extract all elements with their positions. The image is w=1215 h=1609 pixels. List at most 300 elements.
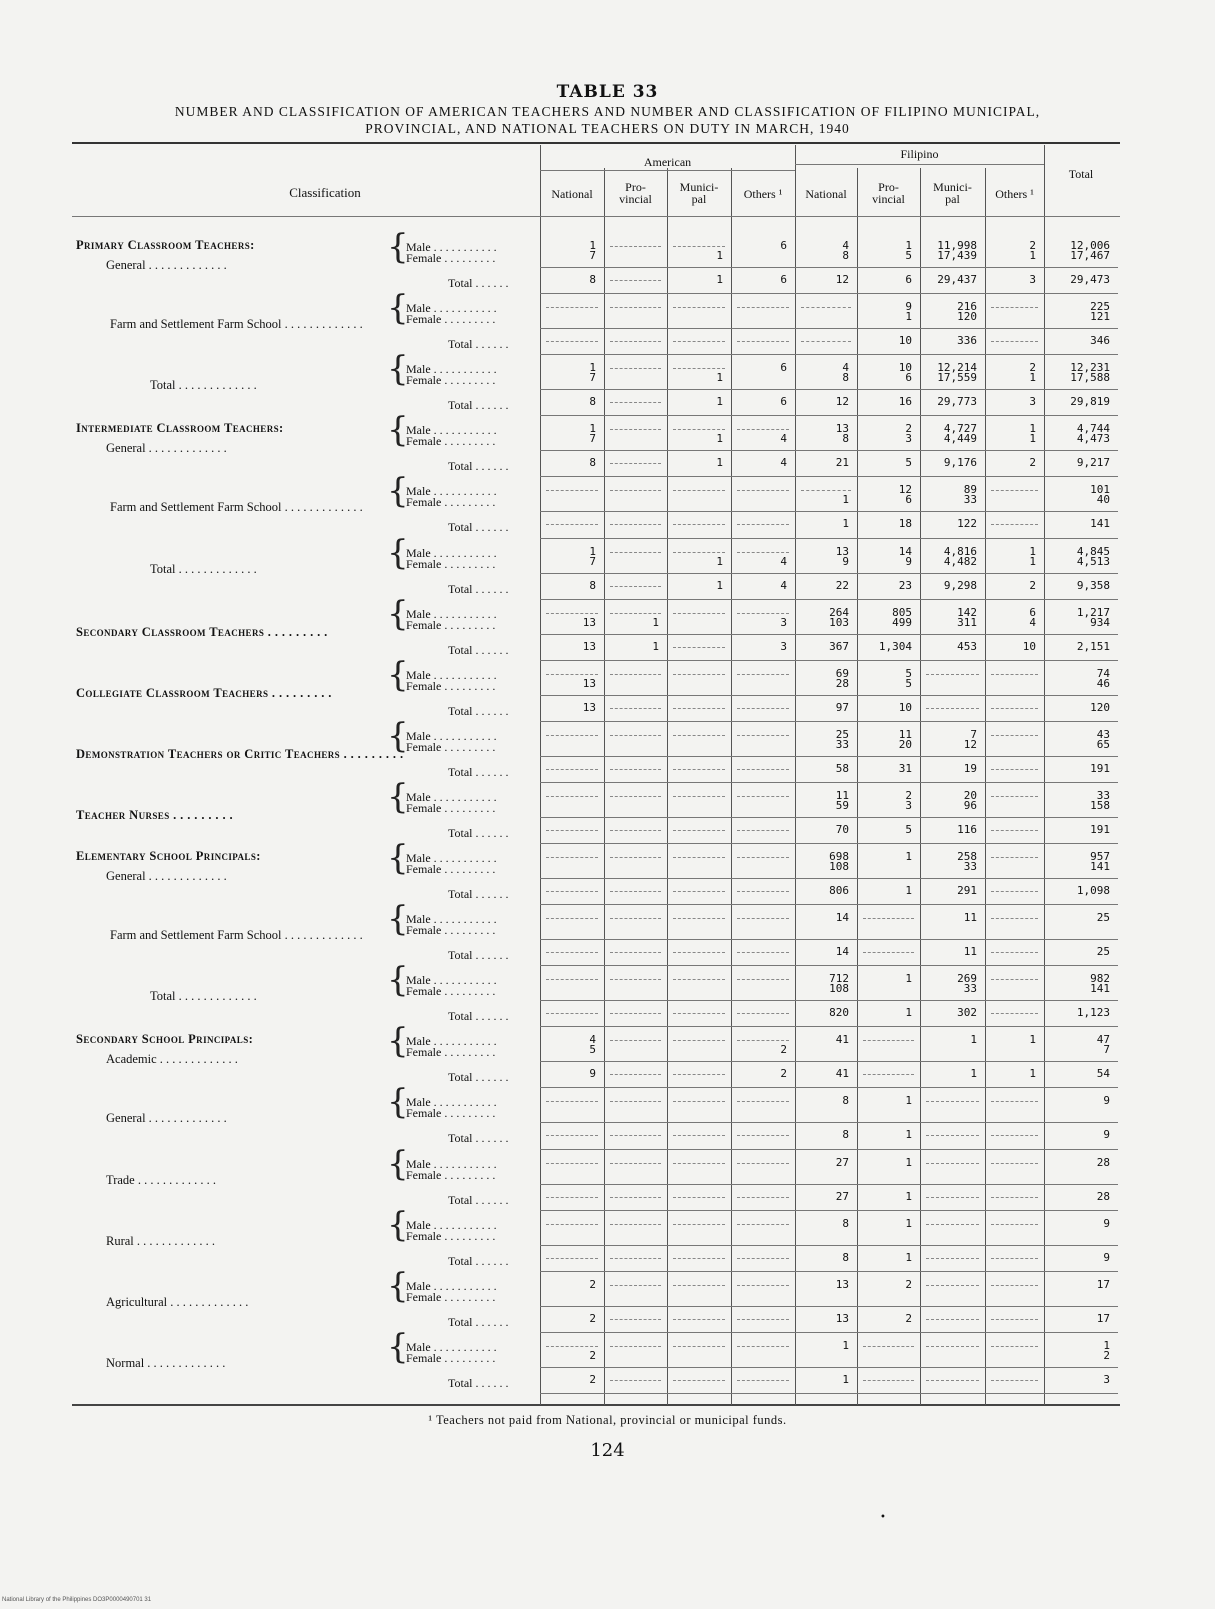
cell-fil-national-male: 14 xyxy=(835,911,849,925)
empty-cell-am-provincial xyxy=(610,341,661,342)
cell-am-municipal-total: 1 xyxy=(716,273,723,286)
cell-fil-municipal-total: 302 xyxy=(957,1006,977,1020)
empty-cell-am-municipal xyxy=(673,1074,725,1075)
row-rule xyxy=(540,695,1118,696)
brace: { xyxy=(387,593,409,634)
empty-cell-fil-national xyxy=(801,307,851,308)
empty-cell-am-municipal xyxy=(673,490,725,491)
cell-fil-municipal-female: 33 xyxy=(963,982,977,996)
empty-cell-fil-others xyxy=(991,524,1038,525)
cell-am-national-male: 1 xyxy=(589,544,596,558)
cell-fil-others-male: 1 xyxy=(1029,1033,1036,1047)
empty-cell-am-provincial xyxy=(610,891,661,892)
category-label: Secondary Classroom Teachers . . . . . . . . . xyxy=(76,624,328,639)
filipino-header: Filipino xyxy=(900,147,939,161)
cell-am-national-female: 7 xyxy=(589,554,596,568)
empty-cell-am-municipal xyxy=(673,708,725,709)
row-rule xyxy=(540,389,1118,390)
empty-cell-fil-municipal xyxy=(926,1319,979,1320)
female-label: Female . . . . . . . . . xyxy=(406,1228,496,1243)
cell-fil-national-male: 8 xyxy=(842,1094,849,1108)
empty-cell-am-provincial xyxy=(610,429,661,430)
cell-fil-provincial-female: 6 xyxy=(905,493,912,507)
empty-cell-fil-others xyxy=(991,1135,1038,1136)
total-label: Total . . . . . . xyxy=(448,337,509,352)
empty-cell-am-municipal xyxy=(673,1319,725,1320)
cell-am-national-female: 7 xyxy=(589,249,596,262)
cell-am-national-male: 1 xyxy=(589,422,596,436)
empty-cell-fil-provincial xyxy=(863,952,914,953)
empty-cell-am-provincial xyxy=(610,1319,661,1320)
cell-fil-municipal-female: 4,449 xyxy=(943,432,977,446)
cell-total-male: 17 xyxy=(1096,1277,1110,1291)
total-label: Total . . . . . . xyxy=(448,642,509,657)
cell-fil-national-male: 27 xyxy=(835,1155,849,1169)
cell-am-others-female: 4 xyxy=(780,432,787,446)
brace: { xyxy=(387,654,409,695)
sublabel: Farm and Settlement Farm School . . . . . . . . . . . . . xyxy=(110,500,363,515)
cell-am-municipal-total: 1 xyxy=(716,395,723,409)
empty-cell-am-provincial xyxy=(610,1074,661,1075)
empty-cell-fil-provincial xyxy=(863,1380,914,1381)
female-label: Female . . . . . . . . . xyxy=(406,312,496,327)
empty-cell-fil-others xyxy=(991,1258,1038,1259)
row-rule xyxy=(540,756,1118,757)
empty-cell-am-others xyxy=(737,613,789,614)
empty-cell-am-municipal xyxy=(673,1101,725,1102)
cell-fil-national-total: 820 xyxy=(829,1006,849,1020)
empty-cell-am-provincial xyxy=(610,708,661,709)
cell-am-national-total: 9 xyxy=(589,1067,596,1081)
sublabel: Rural . . . . . . . . . . . . . xyxy=(106,1233,216,1248)
cell-am-national-total: 13 xyxy=(582,700,596,714)
cell-fil-national-male: 25 xyxy=(835,727,849,741)
empty-cell-fil-others xyxy=(991,952,1038,953)
category-label: Primary Classroom Teachers: xyxy=(76,238,255,252)
cell-total-total: 9 xyxy=(1103,1128,1110,1142)
category-label: Intermediate Classroom Teachers: xyxy=(76,421,284,436)
empty-cell-am-provincial xyxy=(610,524,661,525)
male-label: Male . . . . . . . . . . . xyxy=(406,1339,497,1354)
cell-am-provincial-female: 1 xyxy=(652,615,659,629)
empty-cell-am-provincial xyxy=(610,1163,661,1164)
empty-cell-fil-others xyxy=(991,1013,1038,1014)
empty-cell-am-others xyxy=(737,979,789,980)
cell-fil-national-total: 1 xyxy=(842,517,849,531)
cell-fil-provincial-female: 1 xyxy=(905,310,912,324)
cell-fil-municipal-female: 17,559 xyxy=(937,371,977,385)
cell-am-national-male: 1 xyxy=(589,239,596,252)
cell-fil-municipal-female: 12 xyxy=(963,737,977,751)
cell-am-national-male: 2 xyxy=(589,1277,596,1291)
empty-cell-am-municipal xyxy=(673,1285,725,1286)
empty-cell-am-national xyxy=(546,1346,598,1347)
cell-total-male: 43 xyxy=(1096,727,1110,741)
empty-cell-fil-provincial xyxy=(863,1074,914,1075)
total-label: Total . . . . . . xyxy=(448,1131,509,1146)
cell-total-total: 346 xyxy=(1090,334,1110,348)
cell-fil-provincial-total: 1 xyxy=(905,1006,912,1020)
female-label: Female . . . . . . . . . xyxy=(406,434,496,449)
total-label: Total . . . . . . xyxy=(448,1009,509,1024)
header-bottom-rule xyxy=(72,216,1120,217)
empty-cell-am-provincial xyxy=(610,979,661,980)
cell-fil-others-total: 3 xyxy=(1029,273,1036,286)
empty-cell-am-provincial xyxy=(610,857,661,858)
empty-cell-fil-others xyxy=(991,1224,1038,1225)
female-label: Female . . . . . . . . . xyxy=(406,617,496,632)
category-label: Elementary School Principals: xyxy=(76,849,261,863)
empty-cell-am-others xyxy=(737,674,789,675)
total-label: Total . . . . . . xyxy=(448,276,509,290)
row-rule xyxy=(540,1245,1118,1246)
empty-cell-am-others xyxy=(737,735,789,736)
brace: { xyxy=(387,1082,409,1123)
total-label: Total . . . . . . xyxy=(448,825,509,840)
column-header-am-national: National xyxy=(551,187,593,201)
empty-cell-fil-others xyxy=(991,1319,1038,1320)
cell-fil-provincial-male: 9 xyxy=(905,300,912,314)
empty-cell-am-municipal xyxy=(673,307,725,308)
sublabel: General . . . . . . . . . . . . . xyxy=(106,869,227,883)
female-label: Female . . . . . . . . . xyxy=(406,495,496,510)
cell-fil-municipal-male: 89 xyxy=(963,483,977,497)
empty-cell-am-provincial xyxy=(610,796,661,797)
female-label: Female . . . . . . . . . xyxy=(406,1350,496,1365)
empty-cell-am-others xyxy=(737,524,789,525)
male-label: Male . . . . . . . . . . . xyxy=(406,1217,497,1232)
empty-cell-am-provincial xyxy=(610,1258,661,1259)
empty-cell-fil-others xyxy=(991,830,1038,831)
cell-fil-national-female: 8 xyxy=(842,371,849,385)
male-label: Male . . . . . . . . . . . xyxy=(406,362,497,377)
cell-total-male: 12,231 xyxy=(1070,361,1110,375)
empty-cell-am-municipal xyxy=(673,552,725,553)
block-rule xyxy=(540,1149,1118,1150)
empty-cell-am-municipal xyxy=(673,368,725,369)
sublabel: General . . . . . . . . . . . . . xyxy=(106,258,227,272)
cell-fil-provincial-female: 3 xyxy=(905,432,912,446)
female-label: Female . . . . . . . . . xyxy=(406,1045,496,1060)
cell-fil-provincial-female: 5 xyxy=(905,249,912,262)
scan-credit: National Library of the Philippines DO3P0000490701 31 xyxy=(2,1597,152,1603)
empty-cell-am-municipal xyxy=(673,429,725,430)
cell-total-female: 4,513 xyxy=(1076,554,1110,568)
empty-cell-am-provincial xyxy=(610,586,661,587)
empty-cell-am-provincial xyxy=(610,613,661,614)
cell-fil-municipal-total: 291 xyxy=(957,884,977,897)
brace: { xyxy=(387,410,409,451)
row-rule xyxy=(540,817,1118,818)
cell-fil-provincial-total: 2 xyxy=(905,1311,912,1325)
column-rule xyxy=(1044,145,1045,1405)
cell-total-male: 1,217 xyxy=(1076,605,1110,619)
cell-total-total: 28 xyxy=(1096,1189,1110,1203)
empty-cell-am-municipal xyxy=(673,524,725,525)
row-rule xyxy=(540,450,1118,451)
row-rule xyxy=(540,511,1118,512)
empty-cell-am-municipal xyxy=(673,1135,725,1136)
empty-cell-am-national xyxy=(546,1197,598,1198)
empty-cell-fil-provincial xyxy=(863,1040,914,1041)
empty-cell-am-municipal xyxy=(673,674,725,675)
cell-fil-national-male: 13 xyxy=(835,422,849,436)
block-rule xyxy=(540,1332,1118,1333)
empty-cell-am-municipal xyxy=(673,1013,725,1014)
cell-am-national-total: 8 xyxy=(589,395,596,409)
male-label: Male . . . . . . . . . . . xyxy=(406,1034,497,1049)
cell-fil-provincial-male: 1 xyxy=(905,1094,912,1108)
empty-cell-am-others xyxy=(737,918,789,919)
cell-fil-national-total: 8 xyxy=(842,1250,849,1264)
cell-fil-municipal-female: 96 xyxy=(963,798,977,812)
cell-fil-municipal-female: 33 xyxy=(963,493,977,507)
cell-total-total: 29,473 xyxy=(1070,273,1110,286)
row-rule xyxy=(540,1367,1118,1368)
empty-cell-am-others xyxy=(737,1101,789,1102)
male-label: Male . . . . . . . . . . . xyxy=(406,728,497,743)
cell-fil-provincial-total: 5 xyxy=(905,456,912,470)
cell-total-total: 29,819 xyxy=(1070,395,1110,409)
column-header-am-municipal: Munici- pal xyxy=(679,180,719,206)
table-subtitle-line1: NUMBER AND CLASSIFICATION OF AMERICAN TEACHERS AND NUMBER AND CLASSIFICATION OF FILIPINO MUNICIPAL, xyxy=(174,104,1041,119)
cell-fil-national-total: 58 xyxy=(835,761,849,775)
empty-cell-fil-others xyxy=(991,674,1038,675)
cell-total-female: 65 xyxy=(1096,737,1110,751)
column-header-am-others: Others ¹ xyxy=(743,187,783,201)
row-rule xyxy=(540,634,1118,635)
empty-cell-am-provincial xyxy=(610,368,661,369)
cell-fil-provincial-female: 499 xyxy=(892,615,912,629)
brace: { xyxy=(387,960,409,1001)
empty-cell-am-provincial xyxy=(610,402,661,403)
empty-cell-am-municipal xyxy=(673,857,725,858)
empty-cell-fil-others xyxy=(991,1285,1038,1286)
empty-cell-am-municipal xyxy=(673,246,725,247)
empty-cell-am-national xyxy=(546,524,598,525)
empty-cell-am-national xyxy=(546,830,598,831)
empty-cell-am-others xyxy=(737,307,789,308)
cell-total-male: 4,744 xyxy=(1076,422,1110,436)
empty-cell-am-national xyxy=(546,769,598,770)
cell-total-total: 9 xyxy=(1103,1250,1110,1264)
total-label: Total . . . . . . xyxy=(448,948,509,963)
cell-total-male: 957 xyxy=(1090,850,1110,863)
cell-fil-provincial-male: 11 xyxy=(898,727,912,741)
empty-cell-am-national xyxy=(546,1013,598,1014)
female-label: Female . . . . . . . . . xyxy=(406,800,496,815)
empty-cell-am-others xyxy=(737,341,789,342)
empty-cell-am-national xyxy=(546,674,598,675)
total-label: Total . . . . . . xyxy=(448,1070,509,1085)
empty-cell-am-provincial xyxy=(610,1135,661,1136)
row-rule xyxy=(540,1000,1118,1001)
empty-cell-am-others xyxy=(737,1285,789,1286)
cell-total-total: 9,217 xyxy=(1076,456,1110,470)
empty-cell-am-others xyxy=(737,552,789,553)
empty-cell-am-national xyxy=(546,1224,598,1225)
empty-cell-fil-others xyxy=(991,1101,1038,1102)
category-label: Teacher Nurses . . . . . . . . . xyxy=(76,807,234,822)
cell-fil-national-total: 97 xyxy=(835,700,849,714)
male-label: Male . . . . . . . . . . . xyxy=(406,606,497,621)
column-header-fil-municipal: Munici- pal xyxy=(933,180,972,206)
cell-fil-provincial-total: 5 xyxy=(905,822,912,836)
cell-am-municipal-total: 1 xyxy=(716,578,723,592)
empty-cell-am-national xyxy=(546,1163,598,1164)
brace: { xyxy=(387,899,409,940)
cell-fil-others-female: 1 xyxy=(1029,249,1036,262)
cell-fil-provincial-male: 12 xyxy=(898,483,912,497)
cell-fil-provincial-female: 20 xyxy=(898,737,912,751)
empty-cell-am-municipal xyxy=(673,891,725,892)
brace: { xyxy=(387,288,409,329)
empty-cell-fil-others xyxy=(991,1163,1038,1164)
cell-total-female: 46 xyxy=(1096,676,1110,690)
cell-total-total: 191 xyxy=(1090,761,1110,775)
cell-am-national-female: 7 xyxy=(589,432,596,446)
cell-fil-provincial-male: 1 xyxy=(905,850,912,863)
cell-am-national-total: 2 xyxy=(589,1372,596,1386)
cell-fil-municipal-male: 269 xyxy=(957,972,977,986)
empty-cell-am-others xyxy=(737,1135,789,1136)
empty-cell-am-provincial xyxy=(610,1197,661,1198)
empty-cell-am-others xyxy=(737,429,789,430)
empty-cell-am-national xyxy=(546,613,598,614)
empty-cell-am-municipal xyxy=(673,1224,725,1225)
cell-total-total: 191 xyxy=(1090,822,1110,836)
total-label: Total . . . . . . xyxy=(448,703,509,718)
block-rule xyxy=(540,1026,1118,1027)
female-label: Female . . . . . . . . . xyxy=(406,556,496,571)
cell-fil-municipal-male: 11 xyxy=(963,911,977,925)
cell-am-others-total: 4 xyxy=(780,578,787,592)
cell-fil-others-total: 1 xyxy=(1029,1067,1036,1081)
cell-fil-national-total: 41 xyxy=(835,1067,849,1081)
column-header-fil-provincial: Pro- vincial xyxy=(872,180,905,206)
cell-fil-national-male: 4 xyxy=(842,239,849,252)
cell-fil-provincial-male: 1 xyxy=(905,239,912,252)
cell-total-male: 28 xyxy=(1096,1155,1110,1169)
empty-cell-am-national xyxy=(546,796,598,797)
cell-fil-national-total: 70 xyxy=(835,822,849,836)
empty-cell-am-others xyxy=(737,490,789,491)
cell-fil-municipal-female: 311 xyxy=(957,615,977,629)
cell-am-national-male: 4 xyxy=(589,1033,596,1047)
cell-fil-national-total: 806 xyxy=(829,884,849,897)
male-label: Male . . . . . . . . . . . xyxy=(406,789,497,804)
cell-total-male: 225 xyxy=(1090,300,1110,314)
column-header-fil-others: Others ¹ xyxy=(995,187,1034,201)
cell-fil-national-total: 8 xyxy=(842,1128,849,1142)
block-rule xyxy=(540,660,1118,661)
table-bottom-rule xyxy=(72,1404,1120,1406)
empty-cell-fil-others xyxy=(991,735,1038,736)
cell-fil-national-female: 108 xyxy=(829,860,849,873)
female-label: Female . . . . . . . . . xyxy=(406,739,496,754)
total-label: Total . . . . . . xyxy=(448,520,509,535)
empty-cell-am-provincial xyxy=(610,552,661,553)
cell-fil-others-total: 2 xyxy=(1029,578,1036,592)
table-subtitle-line2: PROVINCIAL, AND NATIONAL TEACHERS ON DUTY IN MARCH, 1940 xyxy=(365,121,850,136)
cell-total-total: 9,358 xyxy=(1076,578,1110,592)
empty-cell-am-municipal xyxy=(673,830,725,831)
column-header-am-provincial: Pro- vincial xyxy=(619,180,652,206)
empty-cell-am-national xyxy=(546,979,598,980)
row-rule xyxy=(540,1061,1118,1062)
brace: { xyxy=(387,1021,409,1062)
empty-cell-fil-others xyxy=(991,307,1038,308)
cell-total-male: 74 xyxy=(1096,666,1110,680)
empty-cell-am-provincial xyxy=(610,490,661,491)
empty-cell-fil-municipal xyxy=(926,1101,979,1102)
cell-fil-municipal-total: 1 xyxy=(970,1067,977,1081)
empty-cell-am-municipal xyxy=(673,1197,725,1198)
cell-fil-others-female: 1 xyxy=(1029,554,1036,568)
empty-cell-fil-others xyxy=(991,708,1038,709)
cell-fil-others-male: 2 xyxy=(1029,361,1036,375)
cell-fil-provincial-male: 14 xyxy=(898,544,912,558)
cell-fil-national-male: 698 xyxy=(829,850,849,863)
cell-fil-national-male: 13 xyxy=(835,544,849,558)
filipino-group-rule xyxy=(795,164,1044,165)
cell-fil-national-male: 11 xyxy=(835,788,849,802)
ink-speck: • xyxy=(880,1512,886,1523)
cell-fil-others-male: 2 xyxy=(1029,239,1036,252)
empty-cell-fil-municipal xyxy=(926,708,979,709)
cell-am-national-female: 7 xyxy=(589,371,596,385)
cell-fil-provincial-female: 9 xyxy=(905,554,912,568)
cell-fil-national-total: 21 xyxy=(835,456,849,470)
cell-total-female: 141 xyxy=(1090,860,1110,873)
cell-total-total: 2,151 xyxy=(1076,639,1110,653)
cell-fil-municipal-total: 453 xyxy=(957,639,977,653)
cell-am-others-female: 3 xyxy=(780,615,787,629)
empty-cell-am-municipal xyxy=(673,613,725,614)
cell-total-female: 17,467 xyxy=(1070,249,1110,262)
page-number: 124 xyxy=(590,1440,625,1461)
cell-total-total: 1,098 xyxy=(1076,884,1110,897)
female-label: Female . . . . . . . . . xyxy=(406,251,496,265)
total-label: Total . . . . . . xyxy=(448,581,509,596)
empty-cell-fil-municipal xyxy=(926,674,979,675)
cell-fil-provincial-male: 1 xyxy=(905,1216,912,1230)
brace: { xyxy=(387,1204,409,1245)
cell-total-female: 141 xyxy=(1090,982,1110,996)
cell-am-others-male: 6 xyxy=(780,239,787,252)
empty-cell-am-others xyxy=(737,1380,789,1381)
row-rule xyxy=(540,939,1118,940)
cell-fil-national-male: 8 xyxy=(842,1216,849,1230)
empty-cell-am-national xyxy=(546,341,598,342)
cell-am-others-total: 6 xyxy=(780,395,787,409)
empty-cell-am-others xyxy=(737,796,789,797)
empty-cell-am-municipal xyxy=(673,735,725,736)
cell-am-national-total: 8 xyxy=(589,578,596,592)
cell-total-total: 25 xyxy=(1096,945,1110,959)
empty-cell-am-provincial xyxy=(610,735,661,736)
cell-fil-provincial-male: 10 xyxy=(898,361,912,375)
empty-cell-am-provincial xyxy=(610,1040,661,1041)
cell-total-female: 934 xyxy=(1090,615,1110,629)
cell-total-male: 33 xyxy=(1096,788,1110,802)
sublabel: General . . . . . . . . . . . . . xyxy=(106,1111,227,1126)
cell-total-male: 4,845 xyxy=(1076,544,1110,558)
empty-cell-fil-provincial xyxy=(863,1346,914,1347)
cell-fil-provincial-male: 2 xyxy=(905,788,912,802)
female-label: Female . . . . . . . . . xyxy=(406,984,496,999)
empty-cell-fil-national xyxy=(801,490,851,491)
